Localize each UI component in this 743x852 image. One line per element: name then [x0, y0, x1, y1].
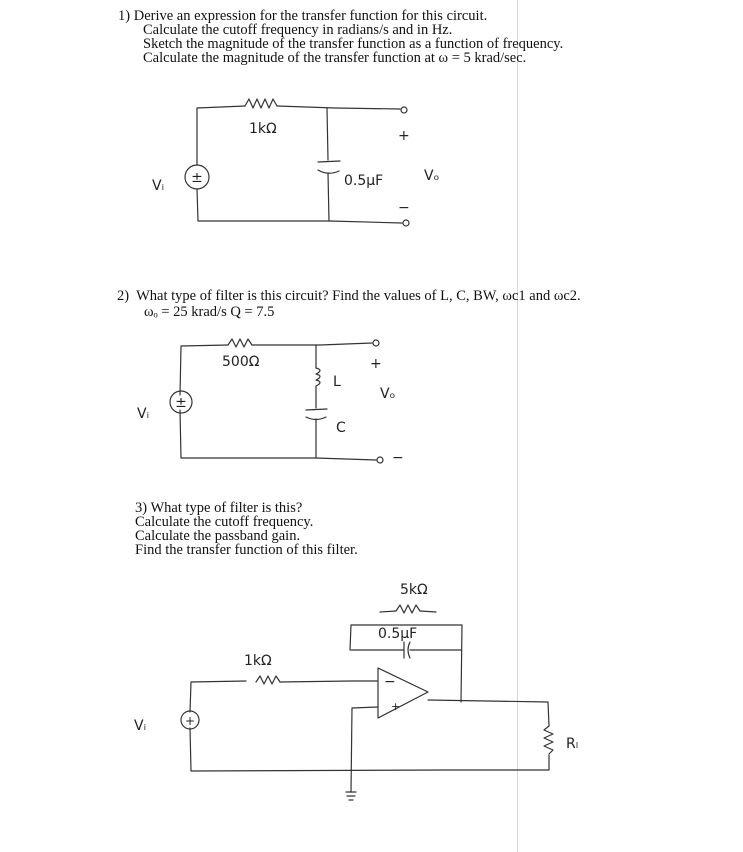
input-resistor-to-opamp [280, 681, 377, 682]
circuit-2-output-minus [377, 457, 383, 463]
capacitor-plate-top [318, 161, 340, 162]
problem-1-line-1: 1) Derive an expression for the transfer function for this circuit. [118, 8, 488, 24]
feedback-resistor-zigzag [396, 605, 420, 613]
problem-1-line-3: Sketch the magnitude of the transfer function as a function of frequency. [143, 36, 564, 52]
output-2-plus: + [370, 356, 382, 372]
vin-2-label: Vᵢ [137, 406, 150, 422]
feedback-capacitor-label: 0.5µF [378, 626, 418, 642]
problem-3-line-1: 3) What type of filter is this? [135, 500, 303, 516]
feedback-resistor-wires [380, 611, 436, 612]
circuit-1-wire-top-left [197, 106, 245, 165]
resistor-500-zigzag [228, 339, 252, 347]
source-3-lower-lead [190, 728, 191, 771]
circuit-1-cap-lead-top [327, 108, 328, 160]
resistor-1-label: 1kΩ [249, 121, 277, 137]
ground-symbol [346, 792, 356, 800]
output-2-minus: − [392, 450, 404, 466]
circuit-1 [152, 99, 439, 226]
input-wire [190, 681, 246, 712]
capacitor-2-label: C [336, 420, 346, 436]
resistor-1k-zigzag [245, 99, 277, 108]
output-1-plus: + [398, 128, 410, 144]
vout-1-label: Vₒ [424, 168, 440, 184]
circuit-2-wire-top-right [252, 343, 372, 345]
problem-3-line-4: Find the transfer function of this filter. [135, 542, 358, 558]
circuit-1-cap-lead-bottom [328, 173, 329, 221]
load-resistor-label: Rₗ [566, 736, 579, 752]
output-terminal-minus [403, 220, 409, 226]
problem-2-line-2: ωₒ = 25 krad/s Q = 7.5 [144, 304, 275, 320]
load-lower-wire [191, 755, 549, 771]
load-resistor-zigzag [544, 726, 553, 754]
capacitor-1-label: 0.5µF [344, 173, 384, 189]
problem-3-line-3: Calculate the passband gain. [135, 528, 301, 544]
output-terminal-plus [401, 107, 407, 113]
source-1-symbol: ± [191, 170, 203, 186]
input-resistor-zigzag [256, 676, 280, 684]
problem-1-number: 1) [118, 8, 131, 24]
problem-3-line-2: Calculate the cutoff frequency. [135, 514, 314, 530]
inductor-label: L [333, 374, 341, 390]
opamp-output-wire [428, 700, 549, 726]
circuit-2-wire-top-left [180, 345, 228, 395]
circuit-1-wire-bottom [197, 189, 402, 223]
vin-3-label: Vᵢ [134, 718, 147, 734]
problem-1-line-2: Calculate the cutoff frequency in radians/s and in Hz. [143, 22, 453, 38]
vout-2-label: Vₒ [380, 386, 396, 402]
opamp-plus-label: + [391, 700, 401, 713]
circuit-1-wire-top-right [277, 106, 400, 109]
problem-2-line-1: 2) What type of filter is this circuit? Find the values of L, C, BW, ωc1 and ωc2. [117, 288, 581, 304]
problem-1-line-4: Calculate the magnitude of the transfer function at ω = 5 krad/sec. [143, 50, 527, 66]
circuit-3 [134, 582, 578, 800]
problem-3-number: 3) [135, 500, 148, 516]
opamp-minus-label: − [384, 674, 396, 690]
problem-2-number: 2) [117, 288, 130, 304]
source-3-symbol: + [184, 714, 196, 728]
circuit-2-output-plus [373, 340, 379, 346]
source-2-symbol: ± [175, 395, 187, 411]
capacitor-2-plate-top [306, 409, 327, 410]
circuit-2 [137, 339, 404, 466]
inductor-coil [316, 368, 320, 386]
feedback-capacitor-symbol [400, 642, 414, 658]
vin-1-label: Vᵢ [152, 178, 165, 194]
output-1-minus: − [398, 200, 410, 216]
input-resistor-label: 1kΩ [244, 653, 272, 669]
resistor-2-label: 500Ω [222, 354, 260, 370]
circuit-2-wire-bottom [180, 410, 376, 460]
feedback-resistor-label: 5kΩ [400, 582, 428, 598]
opamp-plus-to-ground [351, 707, 378, 792]
